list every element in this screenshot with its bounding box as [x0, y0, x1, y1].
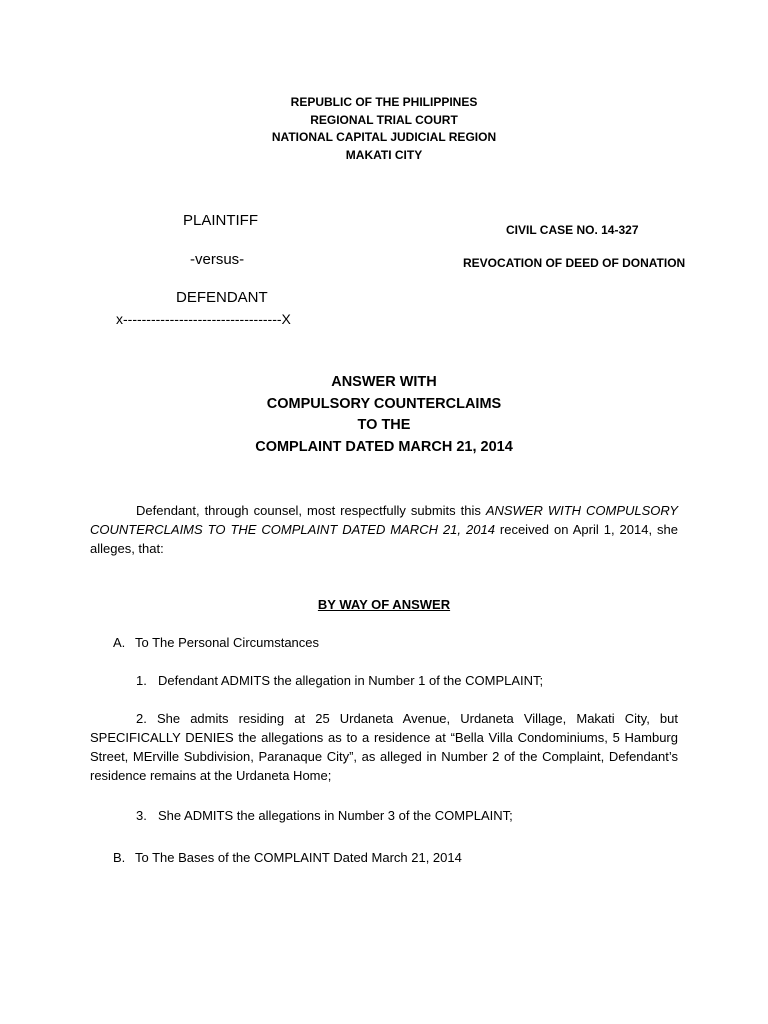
answer-item-1: [136, 671, 543, 690]
answer-item-2: [90, 709, 678, 785]
defendant-label: DEFENDANT: [176, 289, 268, 306]
section-b-heading: [113, 848, 462, 867]
section-b-letter: B.: [113, 850, 126, 865]
section-heading: BY WAY OF ANSWER: [317, 597, 451, 612]
court-header-line: NATIONAL CAPITAL JUDICIAL REGION: [271, 130, 497, 144]
item-text: Defendant ADMITS the allegation in Number 1 of the COMPLAINT;: [158, 673, 544, 688]
intro-italic-title: ANSWER WITH COMPULSORY COUNTERCLAIMS TO THE COMPLAINT DATED MARCH 21, 2014: [90, 503, 678, 537]
document-title-line: TO THE: [357, 417, 411, 434]
document-title-line: COMPLAINT DATED MARCH 21, 2014: [255, 438, 513, 455]
intro-text: Defendant, through counsel, most respectfully submits this: [136, 503, 486, 518]
caption-separator: x----------------------------------X: [116, 311, 291, 327]
item-number: 3.: [136, 808, 147, 823]
section-a-heading: [113, 633, 319, 652]
intro-paragraph: [90, 501, 678, 558]
case-title: REVOCATION OF DEED OF DONATION: [463, 256, 686, 270]
document-title-line: COMPULSORY COUNTERCLAIMS: [266, 395, 502, 412]
item-text: 2. She admits residing at 25 Urdaneta Avenue, Urdaneta Village, Makati City, but SPECIFICALLY DENIES the allegations as to a residence at “Bella Villa Condominiums, 5 Hamburg Street, MErville Subdivision, Paranaque City”, as alleged in Number 2 of the Complaint, Defendant’s residence remains at the Urdaneta Home;: [90, 711, 678, 783]
versus-label: -versus-: [190, 251, 245, 268]
section-b-title: To The Bases of the COMPLAINT Dated March 21, 2014: [135, 850, 462, 865]
court-header-line: REPUBLIC OF THE PHILIPPINES: [290, 95, 478, 109]
court-header: [0, 94, 768, 164]
answer-item-3: [136, 806, 513, 825]
plaintiff-label: PLAINTIFF: [183, 212, 259, 229]
section-a-title: To The Personal Circumstances: [135, 635, 320, 650]
court-header-line: REGIONAL TRIAL COURT: [310, 112, 458, 127]
court-header-line: MAKATI CITY: [345, 147, 423, 162]
item-number: 1.: [136, 673, 147, 688]
intro-text: received on April 1, 2014, she alleges, that:: [90, 522, 678, 556]
document-title-line: ANSWER WITH: [331, 374, 437, 390]
document-title: [0, 372, 768, 458]
civil-case-number: CIVIL CASE NO. 14-327: [506, 223, 639, 237]
item-text: She ADMITS the allegations in Number 3 of the COMPLAINT;: [158, 808, 513, 823]
section-a-letter: A.: [113, 635, 126, 650]
